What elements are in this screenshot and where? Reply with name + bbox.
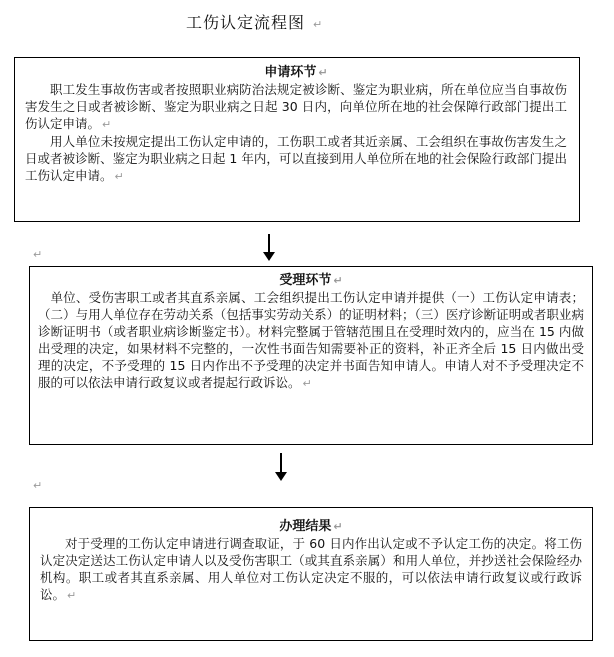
- down-arrow-icon: [275, 453, 287, 481]
- down-arrow-icon: [263, 234, 275, 261]
- paragraph-mark-icon: ↵: [302, 377, 312, 390]
- paragraph-mark-icon: ↵: [333, 274, 343, 287]
- result-stage-box: [29, 507, 593, 641]
- paragraph-mark-icon: ↵: [67, 589, 77, 602]
- paragraph-mark-icon: ↵: [313, 18, 324, 31]
- accept-stage-paragraph: 单位、受伤害职工或者其直系亲属、工会组织提出工伤认定申请并提供（一）工伤认定申请表；（二）与用人单位存在劳动关系（包括事实劳动关系）的证明材料；（三）医疗诊断证明或者职业病诊断证明书（或者职业病诊断鉴定书）。材料完整属于管辖范围且在受理时效内的，应当在 15 内做出受理的决定，如果材料不完整的，一次性书面告知需要补正的资料，补正齐全后 15 日内做出受理的决定，不予受理的 15 日内作出不予受理的决定并书面告知申请人。申请人对不予受理决定不服的可以依法申请行政复议或者提起行政诉讼。 ↵: [38, 290, 584, 390]
- paragraph-mark-icon: ↵: [102, 118, 112, 131]
- accept-stage-box: [29, 266, 593, 445]
- result-stage-paragraph: 对于受理的工伤认定申请进行调查取证，于 60 日内作出认定或不予认定工伤的决定。将工伤认定决定送达工伤认定申请人以及受伤害职工（或其直系亲属）和用人单位，并抄送社会保险经办机构。职工或者其直系亲属、用人单位对工伤认定决定不服的，可以依法申请行政复议或行政诉讼。 ↵: [40, 536, 582, 602]
- apply-stage-paragraph-2: 用人单位未按规定提出工伤认定申请的，工伤职工或者其近亲属、工会组织在事故伤害发生之日或者被诊断、鉴定为职业病之日起 1 年内，可以直接到用人单位所在地的社会保险行政部门提出工伤认定申请。 ↵: [25, 134, 567, 183]
- paragraph-mark-icon: ↵: [33, 479, 43, 492]
- accept-stage-heading: 受理环节 ↵: [279, 273, 343, 288]
- apply-stage-paragraph-1: 职工发生事故伤害或者按照职业病防治法规定被诊断、鉴定为职业病，所在单位应当自事故伤害发生之日或者被诊断、鉴定为职业病之日起 30 日内，向单位所在地的社会保障行政部门提出工伤认定申请。 ↵: [25, 82, 567, 131]
- paragraph-mark-icon: ↵: [318, 66, 328, 79]
- result-stage-heading: 办理结果 ↵: [279, 519, 343, 534]
- apply-stage-box: [14, 57, 580, 222]
- paragraph-mark-icon: ↵: [114, 170, 124, 183]
- page-title: [186, 10, 323, 33]
- paragraph-mark-icon: ↵: [33, 248, 43, 261]
- apply-stage-heading: 申请环节 ↵: [264, 65, 328, 80]
- title-text: 工伤认定流程图: [186, 13, 306, 32]
- paragraph-mark-icon: ↵: [333, 520, 343, 533]
